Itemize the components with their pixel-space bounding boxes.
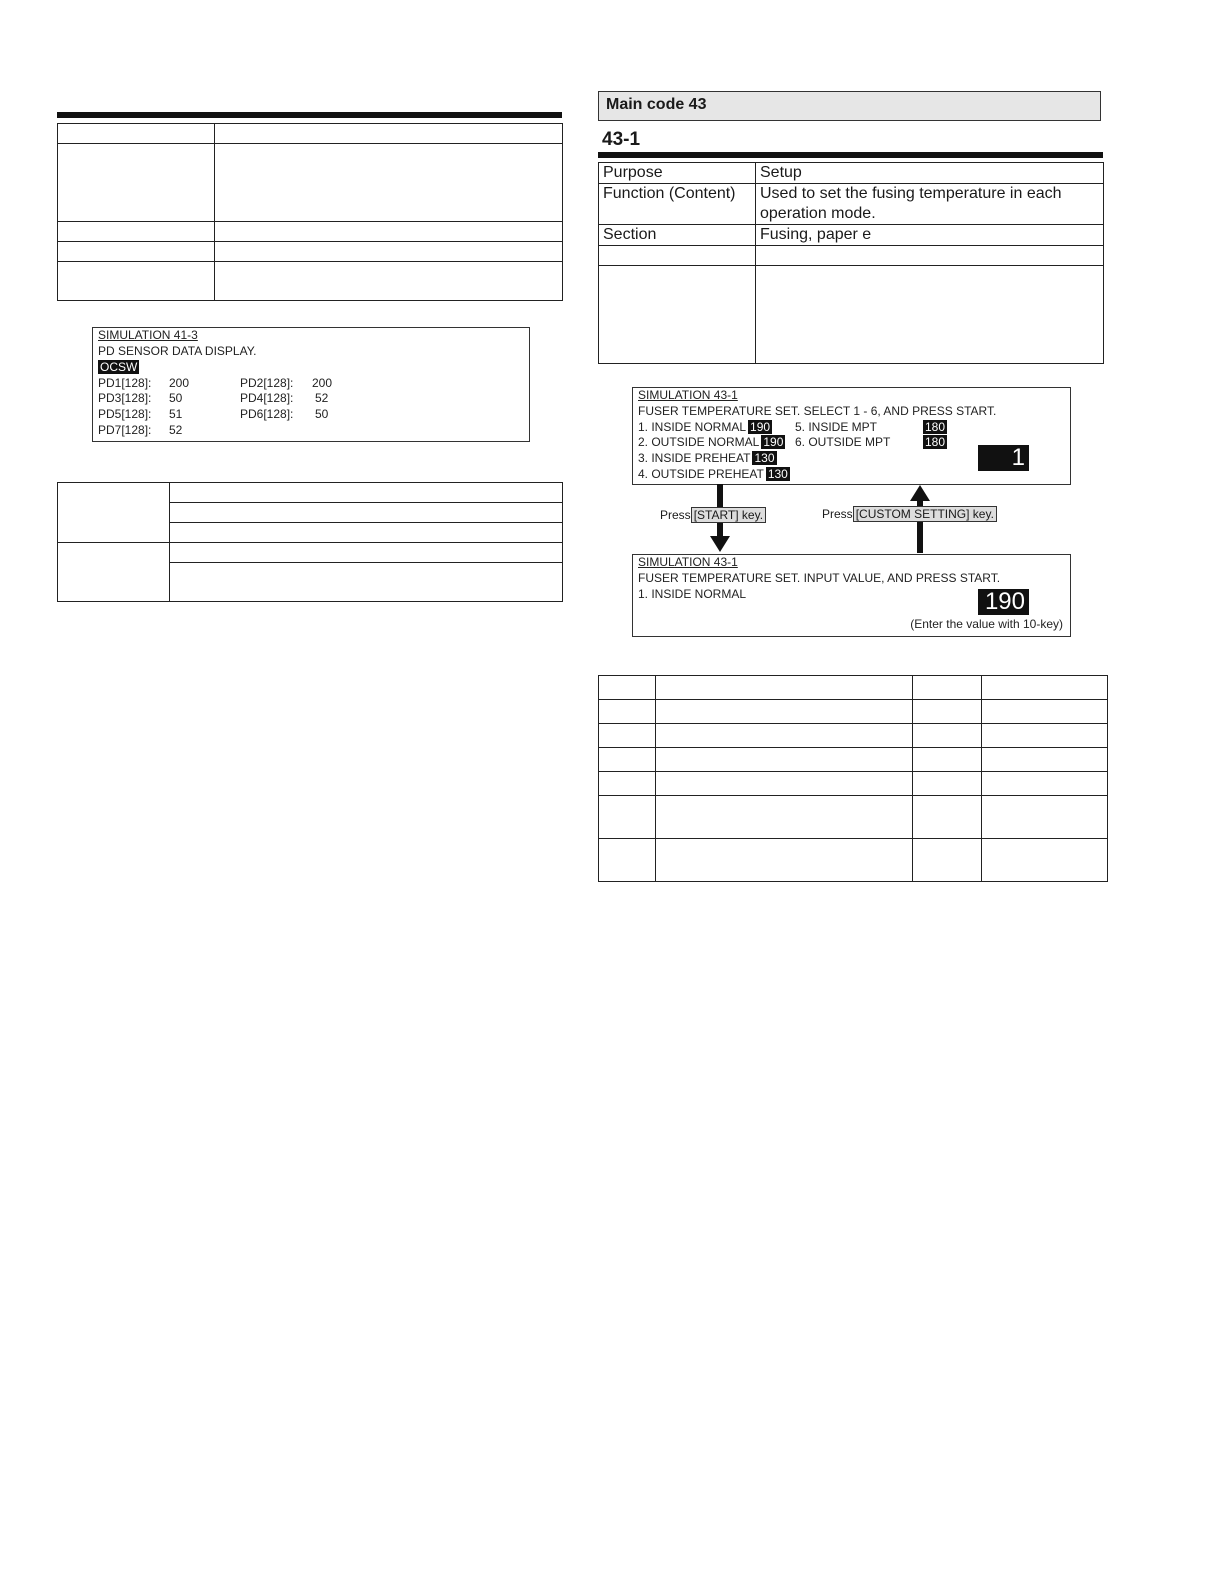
sim-43-1-select-screen — [632, 387, 1071, 485]
temp-item: 2. OUTSIDE NORMAL 190 — [638, 435, 784, 449]
temp-value: 190 — [750, 420, 771, 434]
right-blank-table — [598, 675, 1108, 882]
pd-row — [98, 391, 328, 405]
temp-item: 1. INSIDE NORMAL 190 — [638, 420, 771, 434]
sim-43-1-input-screen — [632, 554, 1071, 637]
sim-41-3-title: SIMULATION 41-3 — [98, 328, 198, 342]
selected-item-display: 1 — [978, 445, 1029, 471]
temp-value: 180 — [925, 420, 946, 434]
left-heavy-rule — [57, 112, 562, 118]
press-custom-caption: Press [CUSTOM SETTING] key. — [822, 507, 997, 521]
info-table — [598, 162, 1104, 364]
sim-43-1-input-instruction: FUSER TEMPERATURE SET. INPUT VALUE, AND PRESS START. — [638, 571, 1001, 585]
sim-43-1-input-item: 1. INSIDE NORMAL — [638, 587, 747, 601]
ocsw-badge: OCSW — [100, 360, 138, 374]
temp-item: 3. INSIDE PREHEAT 130 — [638, 451, 775, 465]
pd-value: 50 — [315, 407, 329, 421]
pd-value: 52 — [169, 423, 183, 437]
left-blank-table — [57, 482, 563, 602]
temp-item: 5. INSIDE MPT 180 — [795, 420, 946, 434]
custom-setting-key-chip: [CUSTOM SETTING] key. — [853, 506, 997, 522]
main-code-header — [598, 91, 1101, 121]
function-label: Function (Content) — [599, 184, 756, 225]
sim-43-1-title: SIMULATION 43-1 — [638, 388, 738, 402]
pd-label: PD5[128]: — [98, 407, 152, 421]
sim-41-3-subtitle: PD SENSOR DATA DISPLAY. — [98, 344, 257, 358]
pd-label: PD3[128]: — [98, 391, 152, 405]
pd-value: 52 — [315, 391, 329, 405]
pd-label: PD1[128]: — [98, 376, 152, 390]
pd-label: PD2[128]: — [240, 376, 294, 390]
right-heavy-rule — [598, 152, 1103, 158]
sim-41-3-screen — [92, 327, 530, 442]
main-code-label: Main code 43 — [606, 96, 707, 113]
purpose-value: Setup — [756, 163, 1104, 184]
input-hint: (Enter the value with 10-key) — [910, 617, 1063, 631]
temp-item: 6. OUTSIDE MPT 180 — [795, 435, 946, 449]
pd-value: 50 — [169, 391, 183, 405]
temp-value: 180 — [925, 435, 946, 449]
pd-label: PD4[128]: — [240, 391, 294, 405]
pd-value: 200 — [312, 376, 333, 390]
sim-43-1-instruction: FUSER TEMPERATURE SET. SELECT 1 - 6, AND PRESS START. — [638, 404, 997, 418]
pd-row — [98, 407, 328, 421]
sim-43-1-input-title: SIMULATION 43-1 — [638, 555, 738, 569]
purpose-label: Purpose — [599, 163, 756, 184]
pd-label: PD7[128]: — [98, 423, 152, 437]
temp-item: 4. OUTSIDE PREHEAT 130 — [638, 467, 788, 481]
pd-row — [98, 376, 332, 390]
input-value-display: 190 — [978, 589, 1029, 615]
temp-value: 190 — [763, 435, 784, 449]
temp-value: 130 — [754, 451, 775, 465]
left-info-table — [57, 123, 563, 301]
press-start-caption: Press [START] key. — [660, 508, 766, 522]
pd-value: 200 — [169, 376, 190, 390]
pd-label: PD6[128]: — [240, 407, 294, 421]
down-arrow-head-icon — [710, 536, 730, 552]
sim-41-3-tag — [98, 360, 139, 374]
sub-code-title: 43-1 — [602, 129, 641, 150]
start-key-chip: [START] key. — [691, 507, 766, 523]
section-label: Section — [599, 225, 756, 246]
function-value: Used to set the fusing temperature in each operation mode. — [756, 184, 1104, 225]
section-value: Fusing, paper e — [756, 225, 1104, 246]
temp-value: 130 — [767, 467, 788, 481]
pd-value: 51 — [169, 407, 183, 421]
pd-row — [98, 423, 182, 437]
up-arrow-head-icon — [910, 485, 930, 501]
